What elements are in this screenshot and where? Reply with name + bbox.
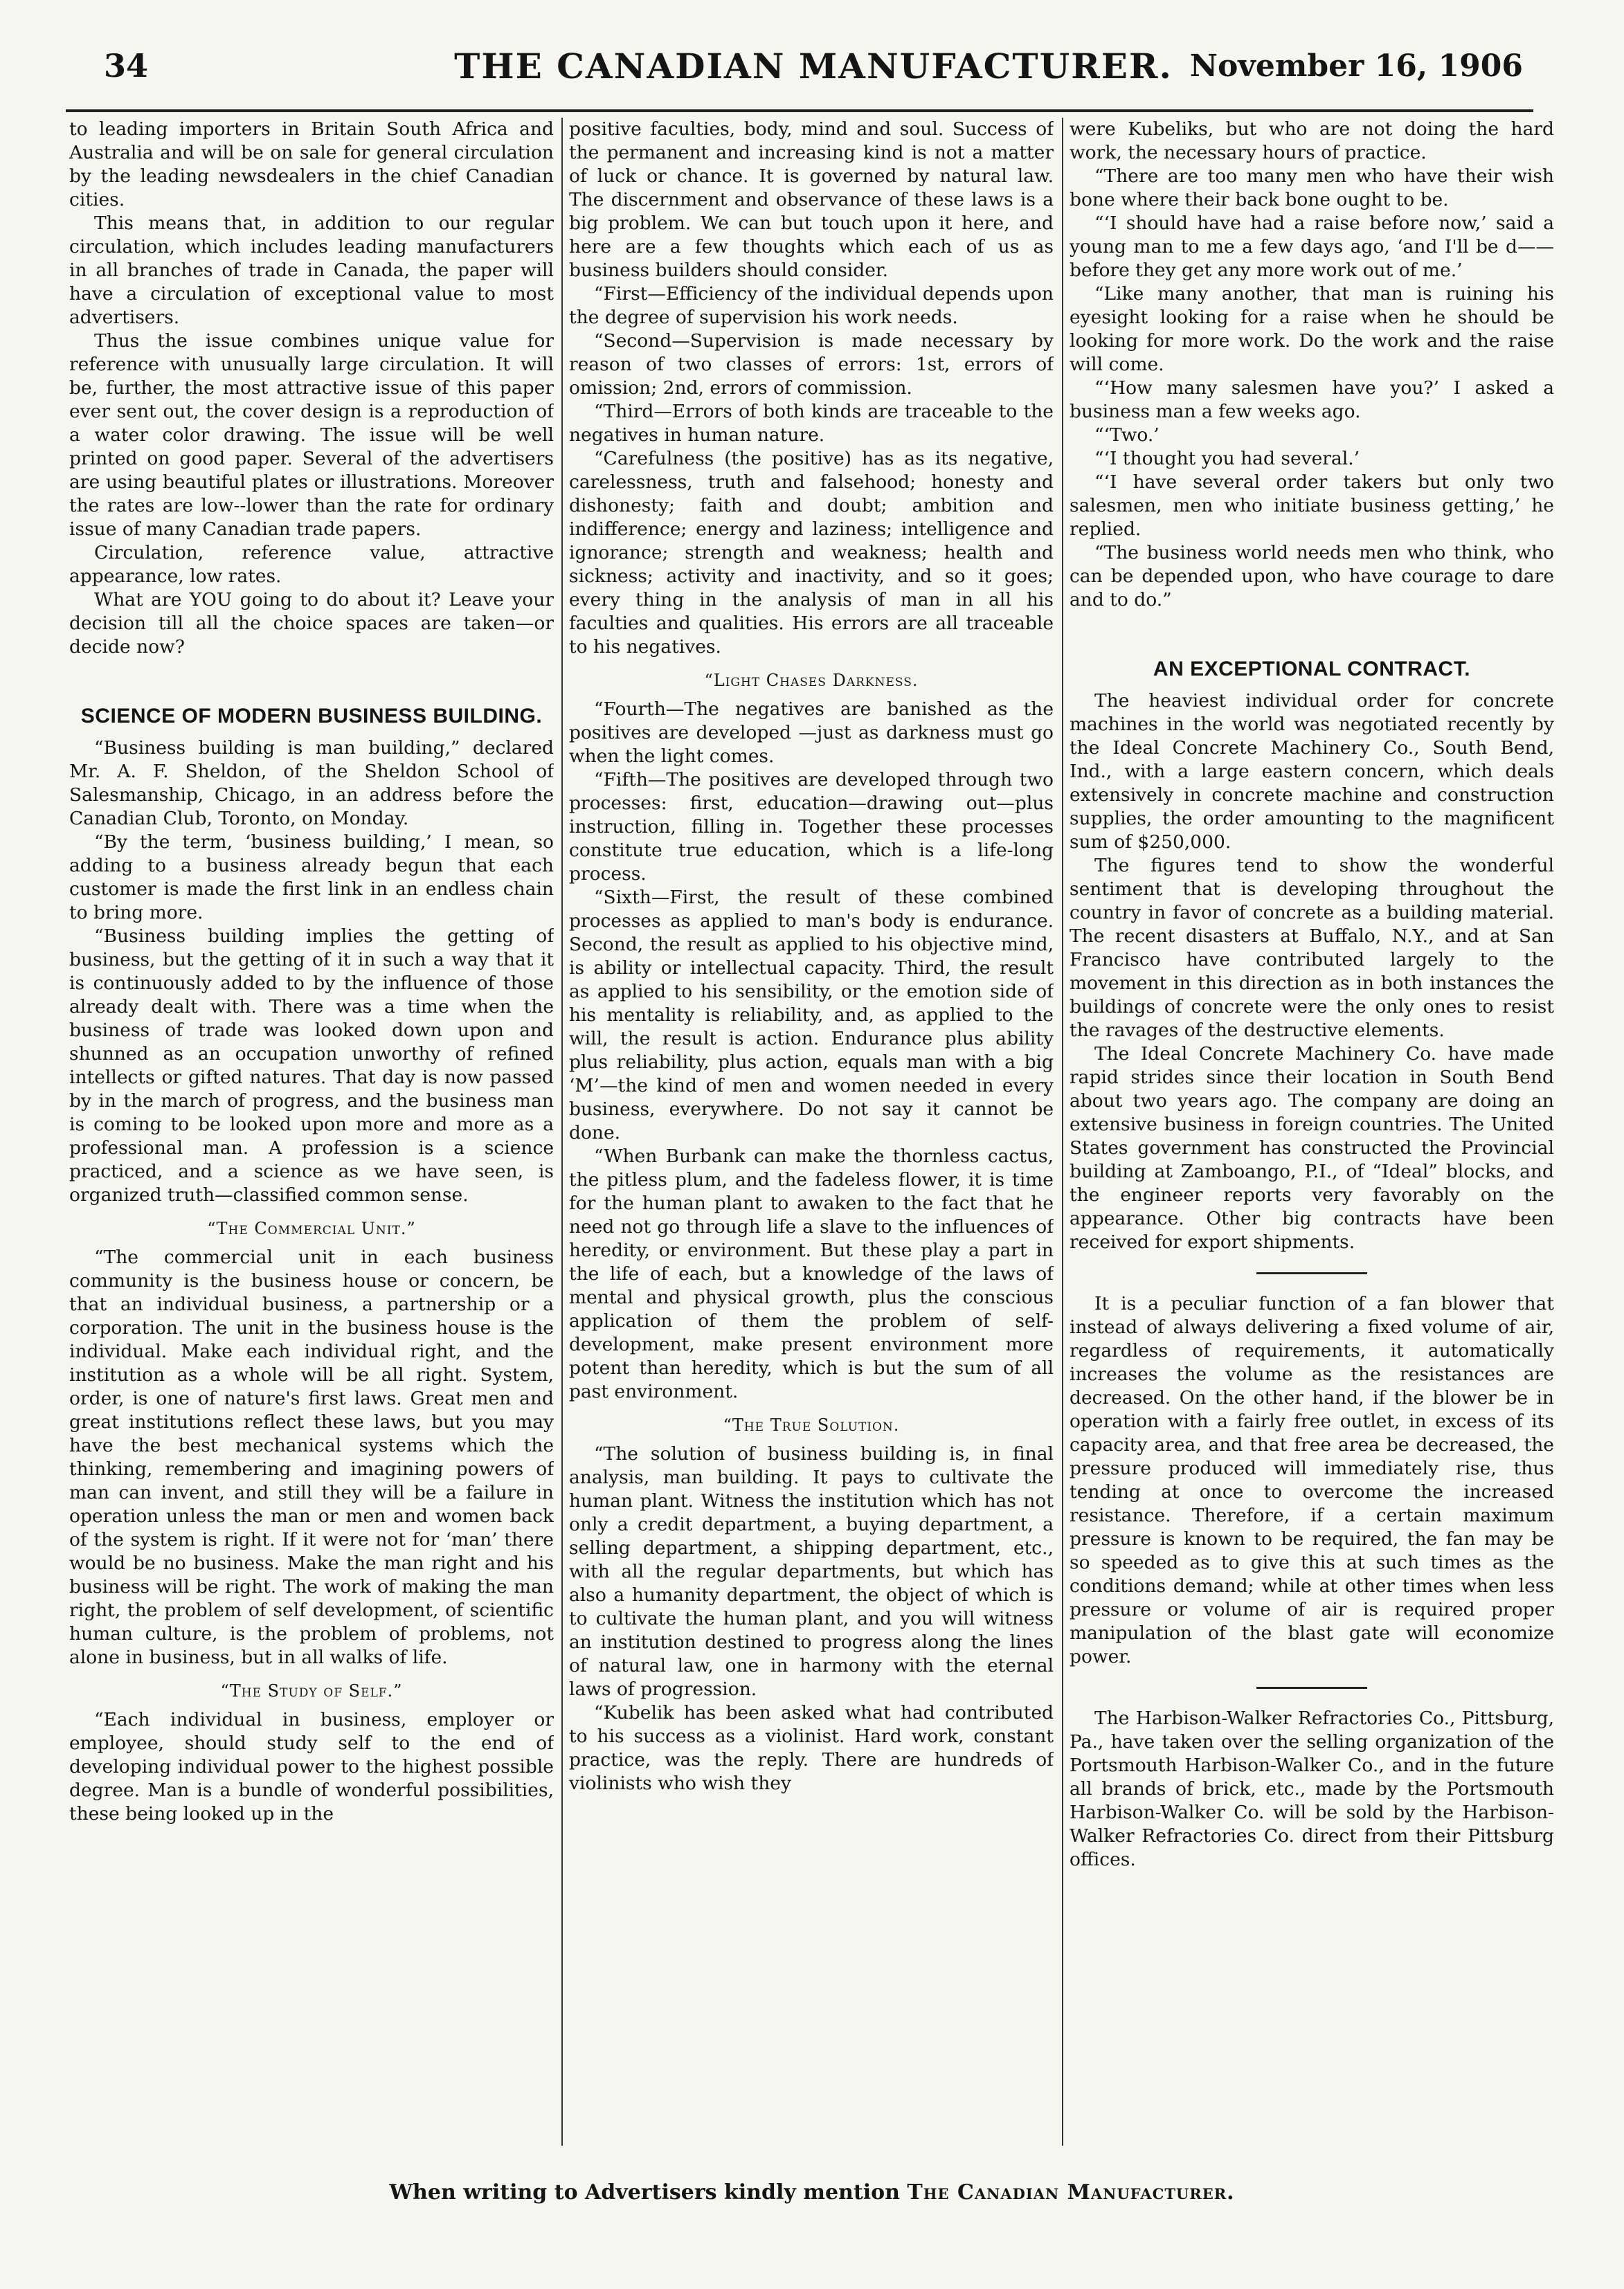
col2-paragraph: “Sixth—First, the result of these combined processes as applied to man's body is endurance. Second, the result as applied to his objective mind, is ability or intellectual capacity. Third, the result as applied to his sensibility, or the emotion side of his mentality is reliability, and, as applied to the will, the result is action. Endurance plus ability plus reliability, plus action, equals man with a big ‘M’—the kind of men and women needed in every business, everywhere. Do not say it cannot be done. — [569, 887, 1054, 1143]
col2-paragraph: “Third—Errors of both kinds are traceable to the negatives in human nature. — [569, 401, 1054, 446]
page-number: 34 — [104, 47, 149, 84]
masthead: THE CANADIAN MANUFACTURER. — [454, 46, 1173, 87]
col3-paragraph: “Like many another, that man is ruining his eyesight looking for a raise when he should be looking for more work. Do the work and the raise will come. — [1070, 283, 1554, 375]
col3-paragraph: “The business world needs men who think, who can be depended upon, who have courage to dare and to do.” — [1070, 542, 1554, 610]
col3-paragraph: The figures tend to show the wonderful sentiment that is developing throughout the country in favor of concrete as a building material. The recent disasters at Buffalo, N.Y., and at San Francisco have contributed largely to the movement in this direction as in both instances the buildings of concrete were the only ones to resist the ravages of the destructive elements. — [1070, 855, 1554, 1041]
col2-paragraph: “When Burbank can make the thornless cactus, the pitless plum, and the fadeless flower, it is time for the human plant to awaken to the fact that he need not go through life a slave to the influences of heredity, or environment. But these play a part in the life of each, but a knowledge of the laws of mental and physical growth, plus the conscious application of them the problem of self-development, make present environment more potent than heredity, which is but the sum of all past environment. — [569, 1146, 1054, 1402]
col1-paragraph: “Business building implies the getting of business, but the getting of it in such a way that it is continuously added to by the influence of those already dealt with. There was a time when the business of trade was looked down upon and shunned as an occupation unworthy of refined intellects or gifted natures. That day is now passed by in the march of progress, and the business man is coming to be looked upon more and more as a professional man. A profession is a science practiced, and a science as we have seen, is organized truth—classified common sense. — [69, 925, 554, 1206]
col1-paragraph: Thus the issue combines unique value for reference with unusually large circulation. It will be, further, the most attractive issue of this paper ever sent out, the cover design is a reproduction of a water color drawing. The issue will be well printed on good paper. Several of the advertisers are using beautiful plates or illustrations. Moreover the rates are low--lower than the rate for ordinary issue of many Canadian trade papers. — [69, 330, 554, 540]
column-3 — [1070, 118, 1554, 2146]
col2-paragraph: “Carefulness (the positive) has as its negative, carelessness, truth and falsehood; honesty and dishonesty; faith and doubt; ambition and indifference; energy and laziness; intelligence and ignorance; strength and weakness; health and sickness; activity and inactivity, and so it goes; every thing in the analysis of man in all his faculties and qualities. His errors are all traceable to his negatives. — [569, 448, 1054, 658]
col2-paragraph: “The solution of business building is, in final analysis, man building. It pays to cultivate the human plant. Witness the institution which has not only a credit department, a buying department, a selling department, a shipping department, etc., with all the regular departments, but which has also a humanity department, the object of which is to cultivate the human plant, and you will witness an institution destined to progress along the lines of natural law, one in harmony with the eternal laws of progression. — [569, 1443, 1054, 1700]
header-rule — [66, 109, 1533, 112]
subheading-commercial-unit: “The Commercial Unit.” — [207, 1219, 416, 1238]
col2-paragraph: “Second—Supervision is made necessary by reason of two classes of errors: 1st, errors of omission; 2nd, errors of commission. — [569, 330, 1054, 399]
spacer — [69, 659, 554, 691]
issue-date: November 16, 1906 — [1189, 48, 1523, 84]
column-2 — [569, 118, 1054, 2146]
col3-paragraph: “‘Two.’ — [1094, 424, 1160, 446]
col3-paragraph: “‘I should have had a raise before now,’ said a young man to me a few days ago, ‘and I'll be d—— before they get any more work out of me.’ — [1070, 212, 1554, 281]
col2-paragraph: positive faculties, body, mind and soul. Success of the permanent and increasing kind is not a matter of luck or chance. It is governed by natural law. The discernment and observance of these laws is a big problem. We can but touch upon it here, and here are a few thoughts which each of us as business builders should consider. — [569, 118, 1054, 281]
col1-paragraph: to leading importers in Britain South Africa and Australia and will be on sale for general circulation by the leading newsdealers in the chief Canadian cities. — [69, 118, 554, 210]
col3-paragraph: “‘I thought you had several.’ — [1094, 448, 1360, 469]
subheading-study-of-self: “The Study of Self.” — [220, 1681, 403, 1701]
column-divider — [1062, 118, 1063, 2146]
col1-paragraph: “Each individual in business, employer or employee, should study self to the end of developing individual power to the highest possible degree. Man is a bundle of wonderful possibilities, these being looked up in the — [69, 1709, 554, 1825]
col3-paragraph: The heaviest individual order for concrete machines in the world was negotiated recently by the Ideal Concrete Machinery Co., South Bend, Ind., with a large eastern concern, which deals extensively in concrete machine and construction supplies, the order amounting to the magnificent sum of $250,000. — [1070, 690, 1554, 853]
col3-paragraph: It is a peculiar function of a fan blower that instead of always delivering a fixed volume of air, regardless of requirements, it automatically increases the volume as the resistances are decreased. On the other hand, if the blower be in operation with a fairly free outlet, in excess of its capacity area, and that free area be decreased, the pressure produced will immediately rise, thus tending at once to overcome the increased resistance. Therefore, if a certain maximum pressure is known to be required, the fan may be so speeded as to give this at such times as the conditions demand; while at other times when less pressure or volume of air is required proper manipulation of the blast gate will economize power. — [1070, 1293, 1554, 1667]
col3-paragraph: “‘How many salesmen have you?’ I asked a business man a few weeks ago. — [1070, 377, 1554, 422]
col2-paragraph: “Fourth—The negatives are banished as the positives are developed —just as darkness must go when the light comes. — [569, 698, 1054, 767]
section-rule — [1256, 1687, 1367, 1689]
col1-paragraph: This means that, in addition to our regular circulation, which includes leading manufacturers in all branches of trade in Canada, the paper will have a circulation of exceptional value to most advertisers. — [69, 212, 554, 328]
article-heading-science: SCIENCE OF MODERN BUSINESS BUILDING. — [80, 705, 543, 727]
column-1 — [69, 118, 554, 2146]
article-heading-exceptional-contract: AN EXCEPTIONAL CONTRACT. — [1153, 658, 1471, 680]
col3-paragraph: “‘I have several order takers but only two salesmen, men who initiate business getting,’ he replied. — [1070, 471, 1554, 540]
section-rule — [1256, 1272, 1367, 1274]
footer-publication-name: The Canadian Manufacturer. — [907, 2180, 1235, 2205]
footer-text: When writing to Advertisers kindly mention — [389, 2180, 908, 2205]
column-divider — [561, 118, 563, 2146]
col2-paragraph: “Fifth—The positives are developed through two processes: first, education—drawing out—plus instruction, filling in. Together these processes constitute true education, which is a life-long process. — [569, 769, 1054, 885]
col1-paragraph: What are YOU going to do about it? Leave your decision till all the choice spaces are taken—or decide now? — [69, 589, 554, 658]
col1-paragraph: Circulation, reference value, attractive appearance, low rates. — [69, 542, 554, 587]
subheading-true-solution: “The True Solution. — [723, 1415, 900, 1435]
col1-paragraph: “By the term, ‘business building,’ I mean, so adding to a business already begun that each customer is made the first link in an endless chain to bring more. — [69, 831, 554, 923]
subheading-light-chases-darkness: “Light Chases Darkness. — [704, 671, 919, 690]
col3-paragraph: were Kubeliks, but who are not doing the hard work, the necessary hours of practice. — [1070, 118, 1554, 163]
page-header — [104, 42, 1523, 97]
col3-paragraph: The Ideal Concrete Machinery Co. have made rapid strides since their location in South Bend about two years ago. The company are doing an extensive business in foreign countries. The United States government has constructed the Provincial building at Zamboango, P.I., of “Ideal” blocks, and the engineer reports very favorably on the appearance. Other big contracts have been received for export shipments. — [1070, 1043, 1554, 1253]
col1-paragraph: “The commercial unit in each business community is the business house or concern, be that an individual business, a partnership or a corporation. The unit in the business house is the individual. Make each individual right, and the institution as a whole will be all right. System, order, is one of nature's first laws. Great men and great institutions reflect these laws, but you may have the best mechanical systems which the thinking, remembering and imagining powers of man can invent, and still they will be a failure in operation unless the man or men and women back of the system is right. If it were not for ‘man’ there would be no business. Make the man right and his business will be right. The work of making the man right, the problem of self development, of scientific human culture, is the problem of problems, not alone in business, but in all walks of life. — [69, 1247, 554, 1668]
col2-paragraph: “Kubelik has been asked what had contributed to his success as a violinist. Hard work, constant practice, was the reply. There are hundreds of violinists who wish they — [569, 1702, 1054, 1794]
col3-paragraph: “There are too many men who have their wish bone where their back bone ought to be. — [1070, 165, 1554, 210]
page-footer — [0, 2180, 1624, 2205]
col2-paragraph: “First—Efficiency of the individual depends upon the degree of supervision his work needs. — [569, 283, 1054, 328]
spacer — [1070, 612, 1554, 644]
col1-paragraph: “Business building is man building,” declared Mr. A. F. Sheldon, of the Sheldon School of Salesmanship, Chicago, in an address before the Canadian Club, Toronto, on Monday. — [69, 737, 554, 829]
col3-paragraph: The Harbison-Walker Refractories Co., Pittsburg, Pa., have taken over the selling organization of the Portsmouth Harbison-Walker Co., and in the future all brands of brick, etc., made by the Portsmouth Harbison-Walker Co. will be sold by the Harbison-Walker Refractories Co. direct from their Pittsburg offices. — [1070, 1708, 1554, 1870]
